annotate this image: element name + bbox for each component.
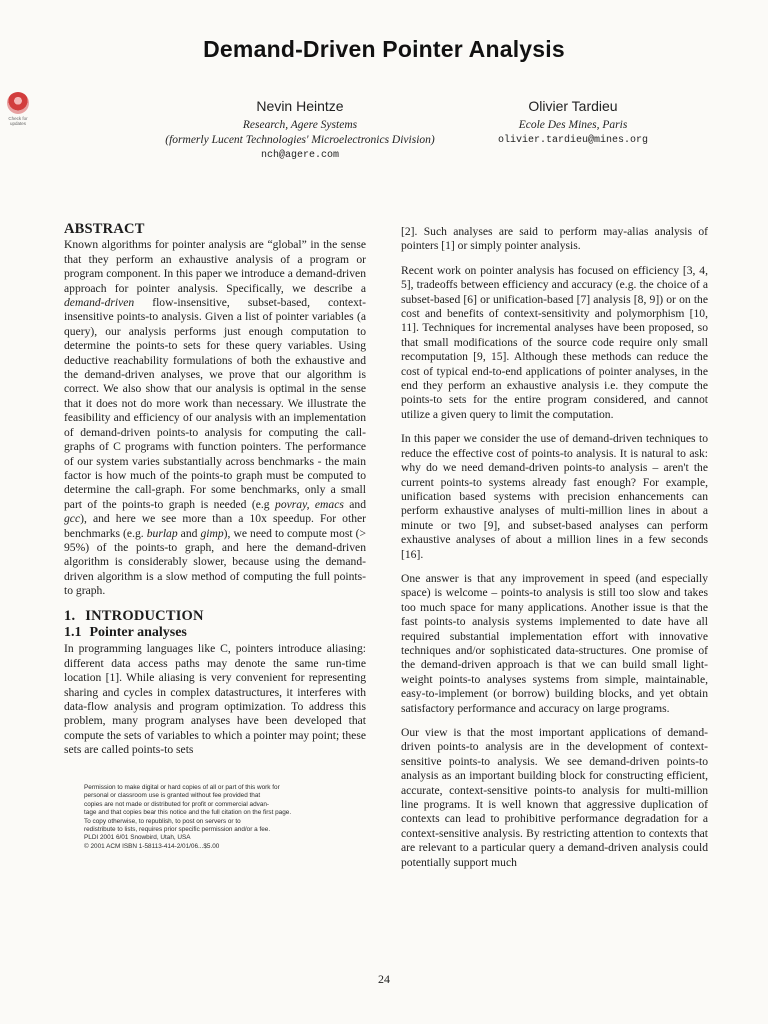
footnote-line: Permission to make digital or hard copies of all or part of this work for [84, 784, 280, 791]
author-email: nch@agere.com [260, 150, 339, 161]
right-column [401, 225, 708, 880]
author-block-tardieu [478, 98, 668, 148]
copyright-footnote [84, 784, 374, 851]
author-affiliation-former: (formerly Lucent Technologies' Microelectronics Division) [165, 134, 435, 146]
footnote-line: personal or classroom use is granted without fee provided that [84, 792, 261, 800]
body-paragraph: Recent work on pointer analysis has focused on efficiency [3, 4, 5], tradeoffs between efficiency and accuracy (e.g. the choice of a subset-based [6] or unification-based [7] analysis [8, 9]) or on the cost and benefits of context-sensitivity and polymorphism [10, 11]. Techniques for incremental analyses have been proposed, so that small modifications of the source code require only small recomputation [9, 15]. Although these methods can reduce the cost of typical end-to-end applications of pointer analyses, in the end they perform an exhaustive analysis i.e. they compute the points-to sets for the entire program considered, and cannot utilize a given query to limit the computation. [401, 263, 708, 421]
body-paragraph: In this paper we consider the use of demand-driven techniques to reduce the effective cost of points-to analysis. It is natural to ask: why do we need demand-driven points-to analysis – aren't the current points-to systems already fast enough? For example, unification based systems with precision enhancements can perform exhaustive analyses of multi-million lines in about a minute or two [9], and subset-based analyses can perform exhaustive analyses of about a million lines in a few seconds [16]. [401, 432, 708, 561]
author-name: Olivier Tardieu [528, 98, 618, 114]
crossmark-icon [7, 92, 29, 114]
body-paragraph: [2]. Such analyses are said to perform may-alias analysis of pointers [1] or simply pointer analysis. [401, 225, 708, 253]
paper-title: Demand-Driven Pointer Analysis [203, 36, 565, 62]
body-paragraph: One answer is that any improvement in speed (and especially space) is welcome – points-to analysis is still too slow and takes too much space for many applications. Another issue is that the fast points-to analysis systems implemented to date have all required substantial implementation effort with innovative techniques and/or sophisticated data-structures. One promise of the demand-driven approach is that we can build small light-weight points-to analyses systems from simple, maintainable, easy-to-implement (or borrow) building blocks, and yet obtain satisfactory performance and accuracy on large programs. [401, 571, 708, 715]
intro-paragraph: In programming languages like C, pointers introduce aliasing: different data access paths may denote the same run-time location [1]. While aliasing is very convenient for representing sharing and cycles in complex datastructures, it interferes with data-flow analysis and program optimization. To address this problem, many program analyses have been developed that compute the sets of variables to which a pointer may point; these sets are called points-to sets [64, 642, 366, 757]
subsection-heading-pointer-analyses: 1.1 Pointer analyses [64, 624, 187, 640]
author-block-heintze [130, 98, 470, 163]
body-paragraph: Our view is that the most important applications of demand-driven points-to analysis are in the development of context-sensitive points-to analysis. We see demand-driven points-to analysis as an important building block for constructing efficient, accurate, context-sensitive points-to analysis for multi-million line programs. It is well known that aggressive duplication of contexts can lead to prohibitive performance degradation for a context-sensitive analysis. By restricting attention to contexts that are relevant to a particular query a demand-driven analysis could potentially support much [401, 726, 708, 869]
abstract-paragraph: Known algorithms for pointer analysis are “global” in the sense that they perform an exhaustive analysis of a program or program component. In this paper we introduce a demand-driven approach for pointer analysis. Specifically, we describe a demand-driven flow-insensitive, subset-based, context-insensitive points-to analysis. Given a list of pointer variables (a query), our analysis performs just enough computation to determine the points-to sets for these query variables. Using deductive reachability formulations of both the exhaustive and the demand-driven analyses, we prove that our algorithm is correct. We also show that our analysis is optimal in the sense that it does not do more work than necessary. We illustrate the feasibility and efficiency of our analysis with an implementation of demand-driven points-to analysis for computing the call-graphs of C programs with function pointers. The performance of our system varies substantially across benchmarks - the main factor is how much of the points-to graph must be computed to determine the call-graph. For some benchmarks, only a small part of the points-to graph is needed (e.g povray, emacs and gcc), and here we see more than a 10x speedup. For other benchmarks (e.g. burlap and gimp), we need to compute most (> 95%) of the points-to graph, and here the demand-driven algorithm is considerably slower, because using the demand-driven algorithm is a slow method of computing the full points-to graph. [64, 238, 367, 598]
footnote-line: redistribute to lists, requires prior specific permission and/or a fee. [84, 826, 271, 834]
page-number: 24 [378, 972, 390, 986]
footnote-line: © 2001 ACM ISBN 1-58113-414-2/01/06...$5.00 [84, 842, 220, 850]
section-heading-introduction: 1. INTRODUCTION [64, 607, 204, 624]
footnote-line: copies are not made or distributed for profit or commercial advan- [84, 800, 270, 808]
abstract-heading: ABSTRACT [64, 221, 145, 237]
author-name: Nevin Heintze [256, 98, 344, 114]
footnote-line: To copy otherwise, to republish, to post on servers or to [84, 817, 241, 825]
check-for-updates-badge[interactable] [5, 92, 31, 126]
left-column [64, 222, 366, 768]
footnote-line: PLDI 2001 6/01 Snowbird, Utah, USA [84, 834, 191, 842]
footnote-line: tage and that copies bear this notice and the full citation on the first page. [84, 809, 292, 817]
author-affiliation: Ecole Des Mines, Paris [518, 119, 628, 131]
badge-label: Check for updates [8, 116, 28, 126]
author-email: olivier.tardieu@mines.org [497, 135, 649, 146]
author-affiliation: Research, Agere Systems [242, 119, 358, 131]
